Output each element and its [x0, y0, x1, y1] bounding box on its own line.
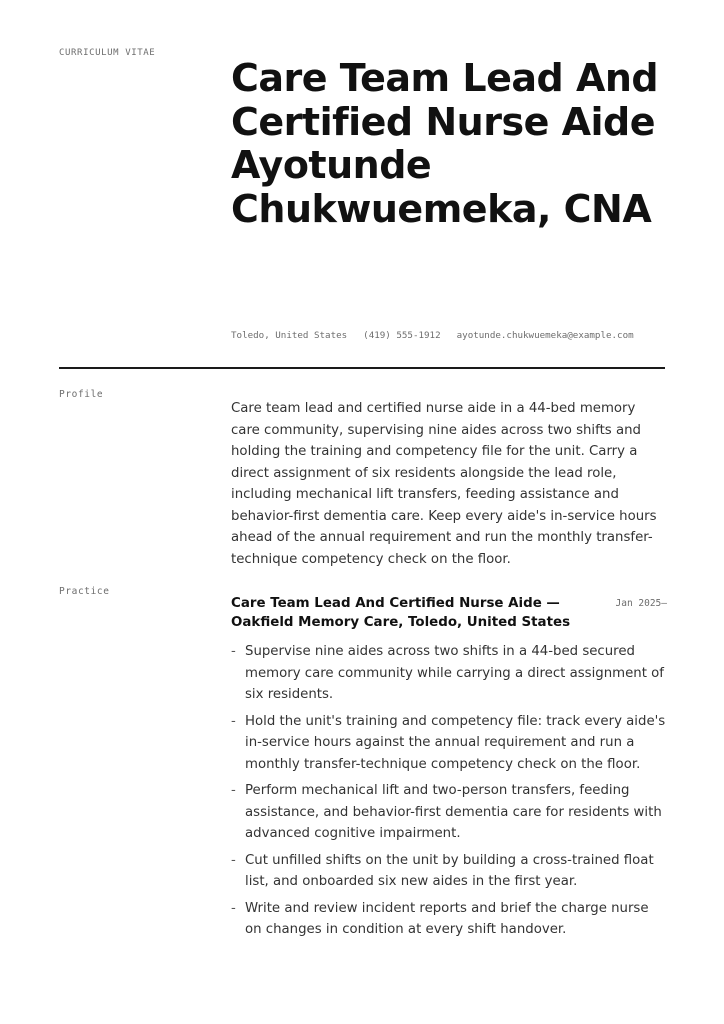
job-bullet-text: Hold the unit's training and competency file: track every aide's in-service hours against the annual requirement and run a monthly transfer-technique competency check on the floor. [245, 713, 666, 772]
bullet-dash: - [231, 783, 236, 798]
contact-email: ayotunde.chukwuemeka@example.com [456, 330, 634, 341]
profile-summary: Care team lead and certified nurse aide in a 44-bed memory care community, supervising nine aides across two shifts and holding the training and competency file for the unit. Carry a direct assignment of six residents alongside the lead role, including mechanical lift transfers, feeding assistance and behavior-first dementia care. Keep every aide's in-service hours ahead of the annual requirement and run the monthly transfer-technique competency check on the floor. [231, 401, 657, 567]
profile-section-label: Profile [59, 389, 104, 400]
job-bullet [231, 898, 667, 941]
job-bullet-text: Write and review incident reports and brief the charge nurse on changes in condition at every shift handover. [245, 900, 649, 937]
job-dates: Jan 2025— [615, 598, 667, 609]
candidate-name-title: Care Team Lead And Certified Nurse Aide Ayotunde Chukwuemeka, CNA [231, 56, 659, 231]
job-bullet-list [231, 641, 667, 946]
contact-line [231, 330, 671, 341]
practice-section-label: Practice [59, 586, 110, 597]
bullet-dash: - [231, 713, 236, 729]
job-bullet-text: Perform mechanical lift and two-person transfers, feeding assistance, and behavior-first dementia care for residents with advanced cognitive impairment. [245, 783, 662, 841]
job-title: Care Team Lead And Certified Nurse Aide — Oakfield Memory Care, Toledo, United States [231, 596, 571, 630]
header-divider [59, 367, 665, 369]
contact-location: Toledo, United States [231, 330, 348, 341]
job-bullet [231, 641, 667, 706]
job-header [231, 594, 667, 632]
job-bullet [231, 780, 667, 845]
bullet-dash: - [231, 852, 236, 868]
bullet-dash: - [231, 900, 236, 916]
job-bullet [231, 850, 667, 893]
bullet-dash: - [231, 644, 236, 659]
job-bullet-text: Cut unfilled shifts on the unit by building a cross-trained float list, and onboarded six new aides in the first year. [245, 852, 654, 889]
job-bullet-text: Supervise nine aides across two shifts in a 44-bed secured memory care community while carrying a direct assignment of six residents. [245, 644, 664, 702]
job-bullet [231, 711, 667, 776]
document-kicker: CURRICULUM VITAE [59, 48, 156, 58]
contact-phone: (419) 555-1912 [363, 330, 441, 341]
